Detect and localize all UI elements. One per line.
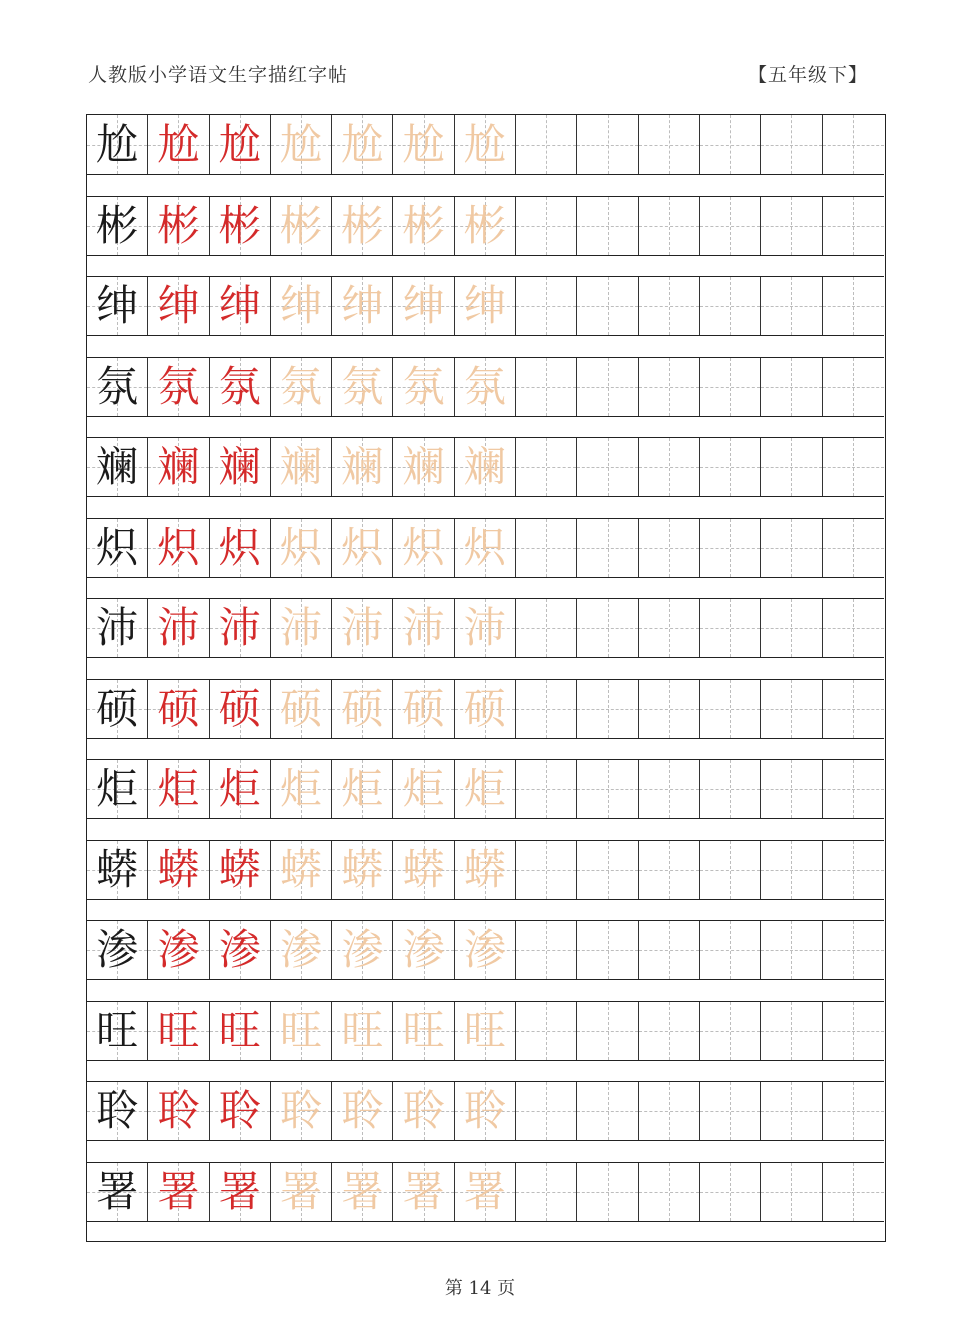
trace-character: 聆 [402, 1086, 445, 1135]
blank-practice-cell[interactable] [639, 760, 700, 818]
blank-practice-cell[interactable] [516, 680, 577, 738]
blank-practice-cell[interactable] [761, 519, 822, 577]
practice-row [87, 920, 884, 980]
blank-practice-cell[interactable] [516, 841, 577, 899]
red-character-cell [210, 115, 271, 174]
red-character-cell [148, 1002, 209, 1060]
blank-practice-cell[interactable] [700, 277, 761, 335]
blank-practice-cell[interactable] [516, 277, 577, 335]
blank-practice-cell[interactable] [639, 921, 700, 979]
model-character: 氛 [96, 361, 139, 411]
blank-practice-cell[interactable] [577, 841, 638, 899]
trace-character-cell [271, 1082, 332, 1140]
trace-character-cell [271, 358, 332, 416]
blank-practice-cell[interactable] [516, 115, 577, 174]
blank-practice-cell[interactable] [639, 115, 700, 174]
trace-character-cell [393, 599, 454, 657]
blank-practice-cell[interactable] [577, 921, 638, 979]
trace-character: 斓 [402, 442, 445, 491]
blank-practice-cell[interactable] [639, 680, 700, 738]
blank-practice-cell[interactable] [639, 438, 700, 496]
trace-character-cell [455, 1002, 516, 1060]
blank-practice-cell[interactable] [516, 1002, 577, 1060]
trace-character-cell [271, 197, 332, 255]
blank-practice-cell[interactable] [823, 1163, 884, 1221]
red-character-cell [148, 680, 209, 738]
trace-character: 沛 [402, 603, 445, 652]
trace-character-cell [393, 760, 454, 818]
blank-practice-cell[interactable] [700, 1082, 761, 1140]
blank-practice-cell[interactable] [577, 760, 638, 818]
blank-practice-cell[interactable] [823, 921, 884, 979]
trace-character: 硕 [280, 683, 323, 733]
practice-row [87, 518, 884, 578]
trace-character-cell [393, 277, 454, 335]
trace-character: 绅 [280, 281, 323, 330]
trace-character: 署 [341, 1166, 384, 1216]
model-character: 尬 [96, 119, 139, 169]
blank-practice-cell[interactable] [700, 115, 761, 174]
trace-character: 尬 [341, 119, 384, 169]
blank-practice-cell[interactable] [761, 438, 822, 496]
red-character: 旺 [157, 1005, 200, 1055]
blank-practice-cell[interactable] [700, 1163, 761, 1221]
trace-character-cell [393, 921, 454, 979]
practice-row [87, 598, 884, 658]
trace-character: 沛 [280, 603, 323, 652]
page-number: 第 14 页 [444, 1278, 516, 1299]
blank-practice-cell[interactable] [761, 841, 822, 899]
blank-practice-cell[interactable] [700, 358, 761, 416]
red-character-cell [148, 921, 209, 979]
trace-character: 聆 [341, 1086, 384, 1135]
blank-practice-cell[interactable] [823, 197, 884, 255]
red-character: 炬 [218, 764, 261, 813]
practice-row [87, 276, 884, 336]
trace-character-cell [455, 1082, 516, 1140]
blank-practice-cell[interactable] [761, 760, 822, 818]
trace-character-cell [393, 438, 454, 496]
practice-row [87, 357, 884, 417]
practice-row [87, 1162, 884, 1222]
trace-character-cell [455, 921, 516, 979]
trace-character: 斓 [341, 442, 384, 491]
red-character: 绅 [157, 281, 200, 330]
model-character-cell [87, 599, 148, 657]
trace-character-cell [393, 519, 454, 577]
trace-character: 炬 [402, 764, 445, 813]
trace-character: 署 [402, 1166, 445, 1216]
model-character: 署 [96, 1166, 139, 1216]
model-character-cell [87, 438, 148, 496]
red-character-cell [148, 1082, 209, 1140]
red-character-cell [148, 599, 209, 657]
blank-practice-cell[interactable] [639, 841, 700, 899]
blank-practice-cell[interactable] [700, 438, 761, 496]
practice-grid [86, 114, 886, 1242]
trace-character: 炬 [463, 764, 506, 813]
model-character-cell [87, 277, 148, 335]
trace-character-cell [455, 841, 516, 899]
model-character-cell [87, 841, 148, 899]
trace-character: 尬 [463, 119, 506, 169]
blank-practice-cell[interactable] [700, 599, 761, 657]
trace-character: 彬 [402, 200, 445, 250]
red-character-cell [210, 599, 271, 657]
trace-character-cell [332, 760, 393, 818]
blank-practice-cell[interactable] [823, 1002, 884, 1060]
trace-character: 氛 [463, 361, 506, 411]
red-character: 沛 [157, 603, 200, 652]
red-character: 绅 [218, 281, 261, 330]
trace-character: 彬 [463, 200, 506, 250]
blank-practice-cell[interactable] [700, 519, 761, 577]
blank-practice-cell[interactable] [823, 841, 884, 899]
trace-character-cell [393, 197, 454, 255]
model-character-cell [87, 1082, 148, 1140]
trace-character-cell [332, 1082, 393, 1140]
blank-practice-cell[interactable] [577, 277, 638, 335]
trace-character-cell [393, 115, 454, 174]
model-character: 绅 [96, 281, 139, 330]
red-character: 斓 [157, 442, 200, 491]
trace-character-cell [455, 115, 516, 174]
trace-character-cell [393, 1163, 454, 1221]
trace-character-cell [332, 519, 393, 577]
trace-character: 硕 [341, 683, 384, 733]
blank-practice-cell[interactable] [823, 680, 884, 738]
blank-practice-cell[interactable] [700, 760, 761, 818]
trace-character: 蟒 [402, 844, 445, 894]
trace-character-cell [271, 680, 332, 738]
trace-character: 沛 [463, 603, 506, 652]
model-character: 旺 [96, 1005, 139, 1055]
trace-character: 渗 [402, 925, 445, 974]
blank-practice-cell[interactable] [761, 358, 822, 416]
blank-practice-cell[interactable] [577, 680, 638, 738]
blank-practice-cell[interactable] [823, 599, 884, 657]
trace-character: 渗 [280, 925, 323, 974]
practice-row [87, 115, 884, 175]
red-character: 尬 [218, 119, 261, 169]
blank-practice-cell[interactable] [639, 599, 700, 657]
trace-character: 旺 [341, 1005, 384, 1055]
trace-character: 炽 [463, 522, 506, 572]
trace-character: 硕 [402, 683, 445, 733]
trace-character: 硕 [463, 683, 506, 733]
red-character: 斓 [218, 442, 261, 491]
blank-practice-cell[interactable] [577, 358, 638, 416]
blank-practice-cell[interactable] [823, 1082, 884, 1140]
trace-character-cell [332, 277, 393, 335]
blank-practice-cell[interactable] [823, 358, 884, 416]
practice-row [87, 1001, 884, 1061]
trace-character-cell [332, 1163, 393, 1221]
trace-character-cell [393, 358, 454, 416]
model-character: 斓 [96, 442, 139, 491]
practice-row [87, 196, 884, 256]
red-character-cell [210, 1002, 271, 1060]
trace-character: 绅 [341, 281, 384, 330]
trace-character-cell [332, 197, 393, 255]
blank-practice-cell[interactable] [761, 277, 822, 335]
blank-practice-cell[interactable] [639, 519, 700, 577]
red-character-cell [148, 438, 209, 496]
trace-character-cell [271, 277, 332, 335]
trace-character-cell [271, 438, 332, 496]
trace-character: 蟒 [280, 844, 323, 894]
practice-row [87, 679, 884, 739]
practice-row [87, 840, 884, 900]
trace-character: 炽 [280, 522, 323, 572]
trace-character-cell [455, 197, 516, 255]
trace-character-cell [455, 358, 516, 416]
red-character-cell [210, 519, 271, 577]
trace-character: 炽 [341, 522, 384, 572]
blank-practice-cell[interactable] [577, 519, 638, 577]
red-character-cell [148, 197, 209, 255]
trace-character: 绅 [463, 281, 506, 330]
red-character: 聆 [218, 1086, 261, 1135]
trace-character: 旺 [463, 1005, 506, 1055]
blank-practice-cell[interactable] [700, 197, 761, 255]
trace-character: 尬 [402, 119, 445, 169]
trace-character: 蟒 [341, 844, 384, 894]
red-character: 炽 [157, 522, 200, 572]
red-character: 彬 [157, 200, 200, 250]
trace-character: 聆 [463, 1086, 506, 1135]
model-character: 硕 [96, 683, 139, 733]
red-character: 硕 [218, 683, 261, 733]
practice-row [87, 1081, 884, 1141]
trace-character-cell [332, 841, 393, 899]
red-character-cell [210, 921, 271, 979]
trace-character-cell [455, 760, 516, 818]
blank-practice-cell[interactable] [577, 1163, 638, 1221]
blank-practice-cell[interactable] [823, 519, 884, 577]
blank-practice-cell[interactable] [577, 438, 638, 496]
blank-practice-cell[interactable] [639, 1002, 700, 1060]
trace-character: 斓 [280, 442, 323, 491]
red-character-cell [148, 760, 209, 818]
trace-character: 斓 [463, 442, 506, 491]
trace-character-cell [332, 115, 393, 174]
blank-practice-cell[interactable] [577, 599, 638, 657]
trace-character-cell [271, 1002, 332, 1060]
trace-character-cell [455, 277, 516, 335]
trace-character-cell [455, 599, 516, 657]
blank-practice-cell[interactable] [516, 1082, 577, 1140]
trace-character-cell [332, 680, 393, 738]
trace-character: 绅 [402, 281, 445, 330]
model-character-cell [87, 680, 148, 738]
red-character: 硕 [157, 683, 200, 733]
blank-practice-cell[interactable] [516, 599, 577, 657]
red-character-cell [148, 1163, 209, 1221]
trace-character-cell [393, 680, 454, 738]
red-character-cell [210, 1082, 271, 1140]
red-character: 氛 [157, 361, 200, 411]
blank-practice-cell[interactable] [639, 358, 700, 416]
trace-character-cell [271, 841, 332, 899]
trace-character: 彬 [341, 200, 384, 250]
red-character-cell [148, 841, 209, 899]
blank-practice-cell[interactable] [700, 921, 761, 979]
blank-practice-cell[interactable] [761, 1002, 822, 1060]
red-character-cell [148, 358, 209, 416]
trace-character-cell [332, 921, 393, 979]
model-character-cell [87, 519, 148, 577]
grade-label: 【五年级下】 [747, 64, 868, 86]
blank-practice-cell[interactable] [639, 1163, 700, 1221]
trace-character-cell [271, 1163, 332, 1221]
red-character-cell [210, 358, 271, 416]
blank-practice-cell[interactable] [577, 115, 638, 174]
blank-practice-cell[interactable] [577, 1082, 638, 1140]
red-character: 渗 [157, 925, 200, 974]
practice-row [87, 437, 884, 497]
red-character: 蟒 [157, 844, 200, 894]
model-character-cell [87, 197, 148, 255]
blank-practice-cell[interactable] [516, 358, 577, 416]
trace-character-cell [332, 599, 393, 657]
blank-practice-cell[interactable] [516, 519, 577, 577]
trace-character: 渗 [463, 925, 506, 974]
blank-practice-cell[interactable] [761, 197, 822, 255]
trace-character-cell [271, 599, 332, 657]
red-character-cell [148, 277, 209, 335]
workbook-title: 人教版小学语文生字描红字帖 [88, 64, 349, 86]
model-character-cell [87, 1002, 148, 1060]
red-character: 炽 [218, 522, 261, 572]
red-character: 尬 [157, 119, 200, 169]
blank-practice-cell[interactable] [516, 921, 577, 979]
model-character: 沛 [96, 603, 139, 652]
trace-character-cell [271, 519, 332, 577]
red-character: 渗 [218, 925, 261, 974]
trace-character: 蟒 [463, 844, 506, 894]
trace-character-cell [393, 1082, 454, 1140]
blank-practice-cell[interactable] [761, 599, 822, 657]
model-character: 彬 [96, 200, 139, 250]
red-character: 氛 [218, 361, 261, 411]
trace-character-cell [271, 115, 332, 174]
trace-character: 氛 [402, 361, 445, 411]
blank-practice-cell[interactable] [700, 841, 761, 899]
trace-character: 沛 [341, 603, 384, 652]
trace-character-cell [332, 438, 393, 496]
trace-character-cell [455, 519, 516, 577]
trace-character: 聆 [280, 1086, 323, 1135]
red-character: 炬 [157, 764, 200, 813]
red-character-cell [148, 115, 209, 174]
model-character: 聆 [96, 1086, 139, 1135]
red-character-cell [210, 438, 271, 496]
blank-practice-cell[interactable] [700, 680, 761, 738]
model-character-cell [87, 760, 148, 818]
blank-practice-cell[interactable] [639, 197, 700, 255]
red-character-cell [210, 760, 271, 818]
red-character-cell [210, 197, 271, 255]
blank-practice-cell[interactable] [823, 115, 884, 174]
trace-character: 渗 [341, 925, 384, 974]
blank-practice-cell[interactable] [516, 760, 577, 818]
model-character: 炽 [96, 522, 139, 572]
red-character: 署 [218, 1166, 261, 1216]
trace-character: 炬 [280, 764, 323, 813]
red-character-cell [210, 277, 271, 335]
red-character-cell [148, 519, 209, 577]
blank-practice-cell[interactable] [761, 680, 822, 738]
blank-practice-cell[interactable] [516, 1163, 577, 1221]
trace-character: 旺 [402, 1005, 445, 1055]
trace-character: 署 [280, 1166, 323, 1216]
red-character: 旺 [218, 1005, 261, 1055]
blank-practice-cell[interactable] [700, 1002, 761, 1060]
blank-practice-cell[interactable] [761, 921, 822, 979]
model-character-cell [87, 1163, 148, 1221]
red-character: 署 [157, 1166, 200, 1216]
model-character: 蟒 [96, 844, 139, 894]
trace-character: 氛 [280, 361, 323, 411]
blank-practice-cell[interactable] [577, 1002, 638, 1060]
blank-practice-cell[interactable] [761, 1163, 822, 1221]
trace-character: 旺 [280, 1005, 323, 1055]
red-character: 聆 [157, 1086, 200, 1135]
model-character-cell [87, 358, 148, 416]
trace-character-cell [455, 438, 516, 496]
trace-character-cell [271, 760, 332, 818]
red-character-cell [210, 841, 271, 899]
model-character-cell [87, 115, 148, 174]
blank-practice-cell[interactable] [516, 438, 577, 496]
trace-character-cell [455, 680, 516, 738]
trace-character: 彬 [280, 200, 323, 250]
model-character-cell [87, 921, 148, 979]
model-character: 渗 [96, 925, 139, 974]
blank-practice-cell[interactable] [639, 277, 700, 335]
trace-character: 氛 [341, 361, 384, 411]
trace-character: 署 [463, 1166, 506, 1216]
model-character: 炬 [96, 764, 139, 813]
blank-practice-cell[interactable] [761, 115, 822, 174]
blank-practice-cell[interactable] [823, 760, 884, 818]
blank-practice-cell[interactable] [516, 197, 577, 255]
blank-practice-cell[interactable] [823, 438, 884, 496]
red-character: 彬 [218, 200, 261, 250]
blank-practice-cell[interactable] [639, 1082, 700, 1140]
blank-practice-cell[interactable] [823, 277, 884, 335]
trace-character: 炬 [341, 764, 384, 813]
trace-character: 尬 [280, 119, 323, 169]
blank-practice-cell[interactable] [761, 1082, 822, 1140]
red-character-cell [210, 1163, 271, 1221]
red-character-cell [210, 680, 271, 738]
trace-character-cell [455, 1163, 516, 1221]
trace-character-cell [393, 1002, 454, 1060]
trace-character-cell [332, 1002, 393, 1060]
red-character: 沛 [218, 603, 261, 652]
practice-row [87, 759, 884, 819]
blank-practice-cell[interactable] [577, 197, 638, 255]
trace-character-cell [271, 921, 332, 979]
trace-character: 炽 [402, 522, 445, 572]
trace-character-cell [332, 358, 393, 416]
red-character: 蟒 [218, 844, 261, 894]
trace-character-cell [393, 841, 454, 899]
